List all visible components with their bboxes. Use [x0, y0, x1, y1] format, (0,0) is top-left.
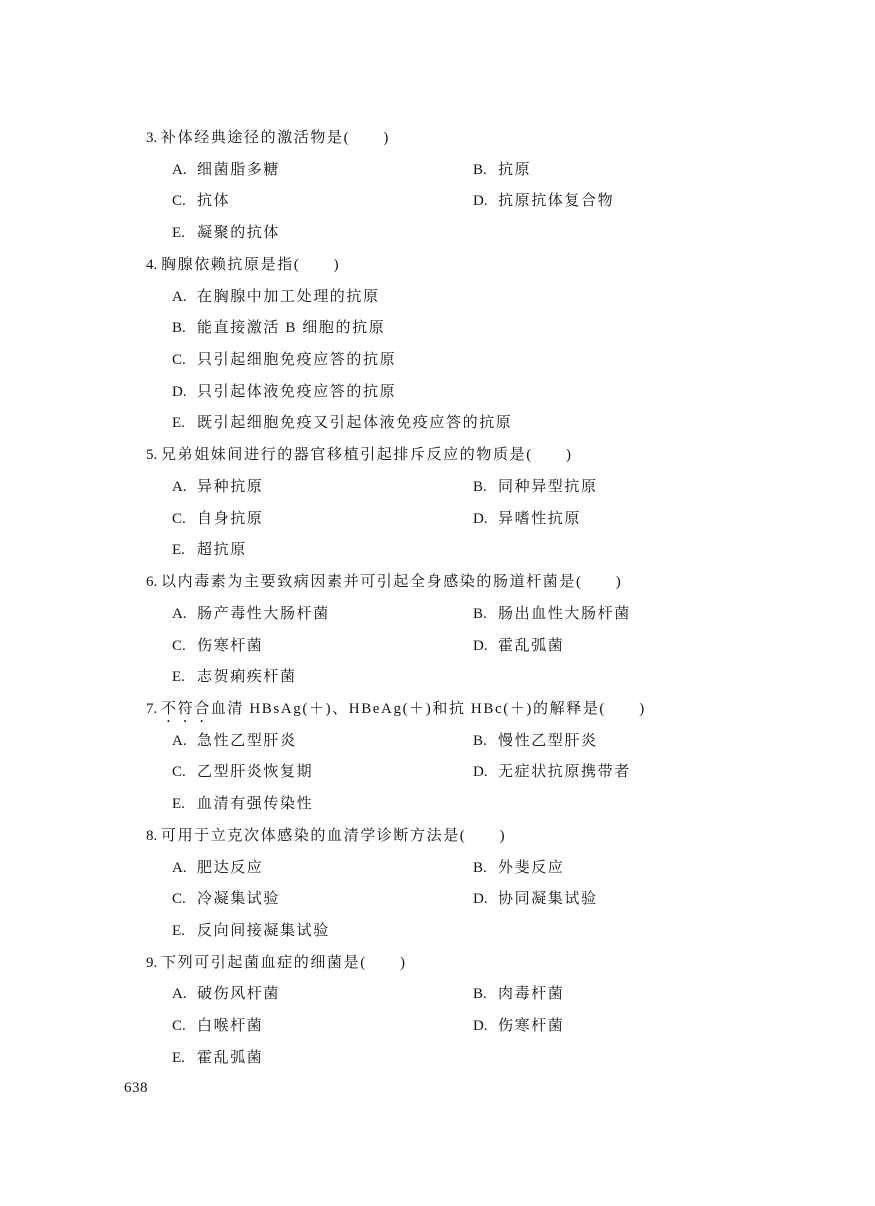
option-text: 抗体 [197, 193, 231, 210]
option-text: 抗原抗体复合物 [498, 193, 615, 210]
question-number: 7. [146, 700, 158, 717]
option-letter: A. [172, 161, 187, 178]
option-b [473, 472, 598, 504]
option-text: 能直接激活 B 细胞的抗原 [197, 320, 386, 337]
option-b [473, 853, 564, 885]
question-stem [0, 694, 875, 726]
option-c [172, 504, 263, 536]
option-text: 肥达反应 [197, 859, 264, 876]
option-letter: B. [473, 478, 487, 495]
option-text: 冷凝集试验 [197, 891, 281, 908]
option-letter: E. [172, 922, 185, 939]
option-row [0, 916, 875, 948]
option-row [0, 345, 875, 377]
option-a [172, 726, 297, 758]
option-row [0, 282, 875, 314]
option-text: 只引起体液免疫应答的抗原 [197, 383, 397, 400]
option-letter: C. [172, 1018, 186, 1035]
option-letter: A. [172, 478, 187, 495]
option-b [473, 155, 531, 187]
option-letter: B. [473, 605, 487, 622]
option-text: 破伤风杆菌 [197, 986, 281, 1003]
option-d [473, 757, 631, 789]
option-a [172, 155, 280, 187]
question-text: 血清 HBsAg(＋)、HBeAg(＋)和抗 HBc(＋)的解释是( ) [210, 700, 646, 717]
option-letter: E. [172, 415, 185, 432]
option-letter: D. [473, 764, 488, 781]
option-letter: D. [473, 891, 488, 908]
option-row [0, 186, 875, 218]
option-text: 无症状抗原携带者 [498, 764, 631, 781]
option-letter: A. [172, 732, 187, 749]
question-text: 下列可引起菌血症的细菌是( ) [161, 954, 407, 971]
option-text: 同种异型抗原 [498, 478, 598, 495]
question-7 [0, 694, 875, 821]
option-text: 细菌脂多糖 [197, 161, 281, 178]
option-text: 伤寒杆菌 [197, 637, 264, 654]
question-text: 补体经典途径的激活物是( ) [161, 130, 390, 146]
option-text: 外斐反应 [498, 859, 565, 876]
option-row [0, 472, 875, 504]
option-text: 慢性乙型肝炎 [498, 732, 598, 749]
option-a [172, 853, 263, 885]
option-e [172, 408, 512, 440]
option-row [0, 789, 875, 821]
option-e [172, 1043, 263, 1075]
option-b [473, 726, 598, 758]
option-e [172, 662, 297, 694]
option-d [473, 504, 581, 536]
page-number: 638 [124, 1080, 148, 1096]
option-letter: A. [172, 986, 187, 1003]
option-row [0, 155, 875, 187]
question-8 [0, 821, 875, 948]
option-text: 肠出血性大肠杆菌 [498, 605, 631, 622]
option-text: 霍乱弧菌 [498, 637, 565, 654]
option-text: 霍乱弧菌 [197, 1049, 264, 1066]
option-letter: E. [172, 1049, 185, 1066]
question-number: 9. [146, 954, 158, 971]
option-text: 协同凝集试验 [498, 891, 598, 908]
option-e [172, 218, 280, 250]
option-text: 伤寒杆菌 [498, 1018, 565, 1035]
option-c [172, 1011, 263, 1043]
option-text: 异种抗原 [197, 478, 264, 495]
option-letter: D. [172, 383, 187, 400]
question-text: 胸腺依赖抗原是指( ) [161, 256, 341, 273]
option-letter: E. [172, 669, 185, 686]
question-9 [0, 948, 875, 1075]
option-letter: B. [473, 732, 487, 749]
option-letter: D. [473, 510, 488, 527]
option-row [0, 726, 875, 758]
option-text: 自身抗原 [197, 510, 264, 527]
option-letter: D. [473, 193, 488, 210]
question-stem [0, 123, 875, 155]
option-row [0, 535, 875, 567]
option-e [172, 916, 330, 948]
exam-page-content [0, 123, 875, 1075]
question-number: 8. [146, 827, 158, 844]
option-c [172, 186, 230, 218]
option-letter: E. [172, 796, 185, 813]
option-d [473, 186, 614, 218]
option-d [473, 884, 598, 916]
option-text: 在胸腺中加工处理的抗原 [197, 288, 380, 305]
option-letter: C. [172, 510, 186, 527]
question-number: 6. [146, 574, 158, 591]
option-text: 反向间接凝集试验 [197, 922, 330, 939]
option-text: 肉毒杆菌 [498, 986, 565, 1003]
question-number: 5. [146, 447, 158, 464]
option-letter: E. [172, 225, 185, 242]
question-5 [0, 440, 875, 567]
option-text: 异嗜性抗原 [498, 510, 582, 527]
option-letter: C. [172, 891, 186, 908]
option-d [473, 1011, 564, 1043]
option-row [0, 504, 875, 536]
option-c [172, 884, 280, 916]
option-text: 志贺痢疾杆菌 [197, 669, 297, 686]
option-row [0, 1043, 875, 1075]
option-letter: C. [172, 352, 186, 369]
option-letter: D. [473, 637, 488, 654]
option-a [172, 599, 330, 631]
option-row [0, 757, 875, 789]
option-letter: C. [172, 637, 186, 654]
option-letter: B. [473, 986, 487, 1003]
question-6 [0, 567, 875, 694]
option-c [172, 631, 263, 663]
option-b [473, 979, 564, 1011]
question-3 [0, 123, 875, 250]
option-letter: D. [473, 1018, 488, 1035]
option-row [0, 1011, 875, 1043]
option-text: 抗原 [498, 161, 532, 178]
option-a [172, 282, 380, 314]
option-d [172, 377, 396, 409]
option-letter: A. [172, 605, 187, 622]
option-letter: B. [473, 859, 487, 876]
option-letter: C. [172, 764, 186, 781]
option-c [172, 345, 396, 377]
question-stem [0, 567, 875, 599]
option-a [172, 472, 263, 504]
question-text: 兄弟姐妹间进行的器官移植引起排斥反应的物质是( ) [161, 447, 573, 464]
option-c [172, 757, 313, 789]
option-letter: A. [172, 288, 187, 305]
question-stem [0, 440, 875, 472]
option-row [0, 313, 875, 345]
emphasized-stem-text: 不符合 [161, 700, 211, 717]
option-letter: E. [172, 542, 185, 559]
option-text: 乙型肝炎恢复期 [197, 764, 314, 781]
option-row [0, 408, 875, 440]
option-d [473, 631, 564, 663]
option-letter: A. [172, 859, 187, 876]
option-text: 凝聚的抗体 [197, 225, 281, 242]
question-4 [0, 250, 875, 440]
option-row [0, 662, 875, 694]
option-letter: B. [172, 320, 186, 337]
question-stem [0, 948, 875, 980]
option-text: 白喉杆菌 [197, 1018, 264, 1035]
option-text: 既引起细胞免疫又引起体液免疫应答的抗原 [197, 415, 513, 432]
question-text: 以内毒素为主要致病因素并可引起全身感染的肠道杆菌是( ) [161, 574, 623, 591]
option-text: 血清有强传染性 [197, 796, 314, 813]
option-row [0, 884, 875, 916]
question-number: 3. [146, 130, 158, 146]
option-row [0, 853, 875, 885]
question-stem [0, 250, 875, 282]
question-stem [0, 821, 875, 853]
option-letter: B. [473, 161, 487, 178]
option-e [172, 789, 313, 821]
option-b [473, 599, 631, 631]
option-b [172, 313, 385, 345]
option-row [0, 631, 875, 663]
option-text: 只引起细胞免疫应答的抗原 [197, 352, 397, 369]
question-text: 可用于立克次体感染的血清学诊断方法是( ) [161, 827, 507, 844]
option-row [0, 218, 875, 250]
option-row [0, 599, 875, 631]
option-letter: C. [172, 193, 186, 210]
option-a [172, 979, 280, 1011]
option-row [0, 979, 875, 1011]
option-text: 肠产毒性大肠杆菌 [197, 605, 330, 622]
option-row [0, 377, 875, 409]
option-text: 超抗原 [197, 542, 247, 559]
question-number: 4. [146, 256, 158, 273]
option-e [172, 535, 247, 567]
option-text: 急性乙型肝炎 [197, 732, 297, 749]
